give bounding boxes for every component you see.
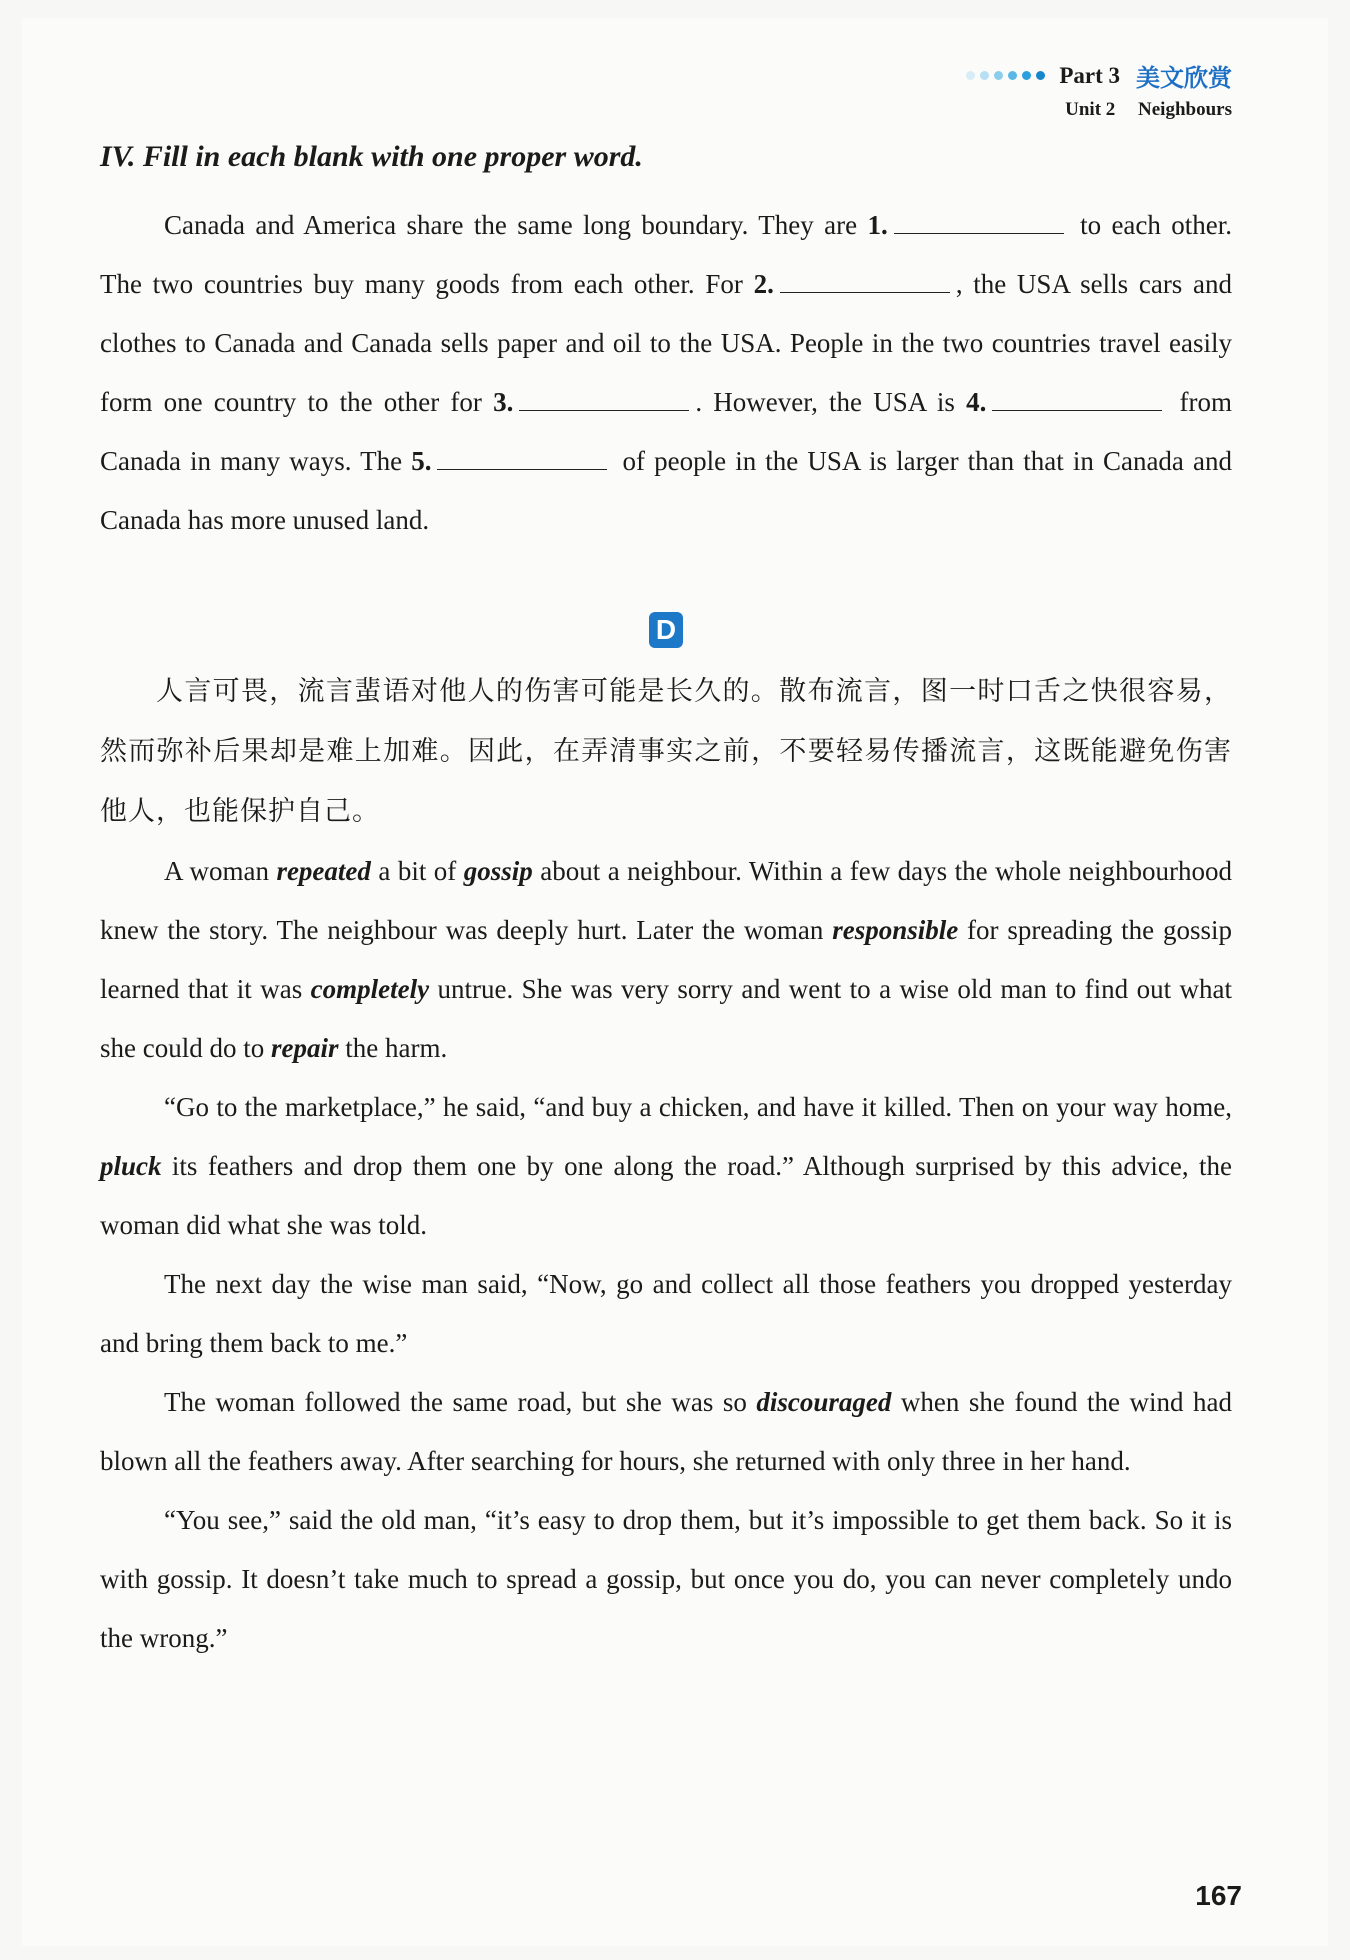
text-run: a bit of — [370, 856, 464, 886]
text-run: to each other. The two countries buy many goods from each other. For — [100, 210, 1233, 299]
keyword: pluck — [100, 1151, 162, 1181]
decorative-dots — [966, 71, 1045, 80]
passage-label-badge: D — [649, 612, 683, 648]
text-run: , the USA sells cars and clothes to Canada and Canada sells paper and oil to the USA. People in the two countries travel easily form one country to the other for — [100, 269, 1232, 417]
dot-icon — [980, 71, 989, 80]
part-label: Part 3 — [1059, 62, 1120, 88]
passage-intro-cn: 人言可畏，流言蜚语对他人的伤害可能是长久的。散布流言，图一时口舌之快很容易，然而弥补后果却是难上加难。因此，在弄清事实之前，不要轻易传播流言，这既能避免伤害他人，也能保护自己。 — [100, 676, 1232, 827]
text-run: from Canada in many ways. The — [100, 387, 1232, 476]
text-run: for spreading the gossip learned that it was — [100, 915, 1232, 1004]
unit-label: Unit 2 — [1065, 99, 1116, 120]
answer-blank[interactable] — [894, 207, 1064, 234]
text-run: about a neighbour. Within a few days the whole neighbourhood knew the story. The neighbour was deeply hurt. Later the woman — [100, 856, 1232, 945]
text-run: A woman — [164, 856, 277, 886]
text-run: its feathers and drop them one by one along the road.” Although surprised by this advice, the woman did what she was told. — [100, 1151, 1232, 1240]
answer-blank[interactable] — [780, 266, 950, 293]
text-run: “Go to the marketplace,” he said, “and buy a chicken, and have it killed. Then on your way home, — [164, 1092, 1232, 1122]
dot-icon — [966, 71, 975, 80]
running-header — [966, 58, 1232, 121]
keyword: completely — [310, 974, 430, 1004]
page-number: 167 — [1195, 1880, 1242, 1911]
keyword: gossip — [463, 856, 533, 886]
text-run: The woman followed the same road, but she was so — [164, 1387, 757, 1417]
keyword: repair — [270, 1033, 339, 1063]
passage-paragraph-3: The next day the wise man said, “Now, go and collect all those feathers you dropped yesterday and bring them back to me.” — [100, 1269, 1232, 1358]
text-run: . However, the USA is — [695, 387, 967, 417]
passage-paragraph-4 — [100, 1373, 1232, 1491]
dot-icon — [994, 71, 1003, 80]
page-content — [100, 140, 1232, 1668]
answer-blank[interactable] — [519, 384, 689, 411]
passage-paragraph-1 — [100, 842, 1232, 1078]
keyword: responsible — [832, 915, 959, 945]
keyword: repeated — [276, 856, 371, 886]
dot-icon — [1036, 71, 1045, 80]
passage-paragraph-5: “You see,” said the old man, “it’s easy to drop them, but it’s impossible to get them back. So it is with gossip. It doesn’t take much to spread a gossip, but once you do, you can never completely undo the wrong.” — [100, 1505, 1232, 1653]
answer-blank[interactable] — [992, 384, 1162, 411]
blank-number: 4. — [966, 387, 987, 417]
text-run: Canada and America share the same long boundary. They are — [164, 210, 868, 240]
text-run: of people in the USA is larger than that in Canada and Canada has more unused land. — [100, 446, 1232, 535]
blank-number: 5. — [411, 446, 432, 476]
answer-blank[interactable] — [437, 443, 607, 470]
text-run: untrue. She was very sorry and went to a wise old man to find out what she could do to — [100, 974, 1232, 1063]
text-run: the harm. — [338, 1033, 448, 1063]
dot-icon — [1022, 71, 1031, 80]
text-run: when she found the wind had blown all the feathers away. After searching for hours, she returned with only three in her hand. — [100, 1387, 1232, 1476]
exercise-title: IV. Fill in each blank with one proper word. — [100, 140, 643, 173]
exercise-paragraph — [100, 196, 1232, 550]
blank-number: 3. — [493, 387, 514, 417]
keyword: discouraged — [756, 1387, 892, 1417]
unit-title: Neighbours — [1138, 99, 1232, 120]
passage-paragraph-2 — [100, 1078, 1232, 1255]
part-title-cn: 美文欣赏 — [1136, 64, 1232, 92]
blank-number: 2. — [753, 269, 774, 299]
blank-number: 1. — [867, 210, 888, 240]
dot-icon — [1008, 71, 1017, 80]
